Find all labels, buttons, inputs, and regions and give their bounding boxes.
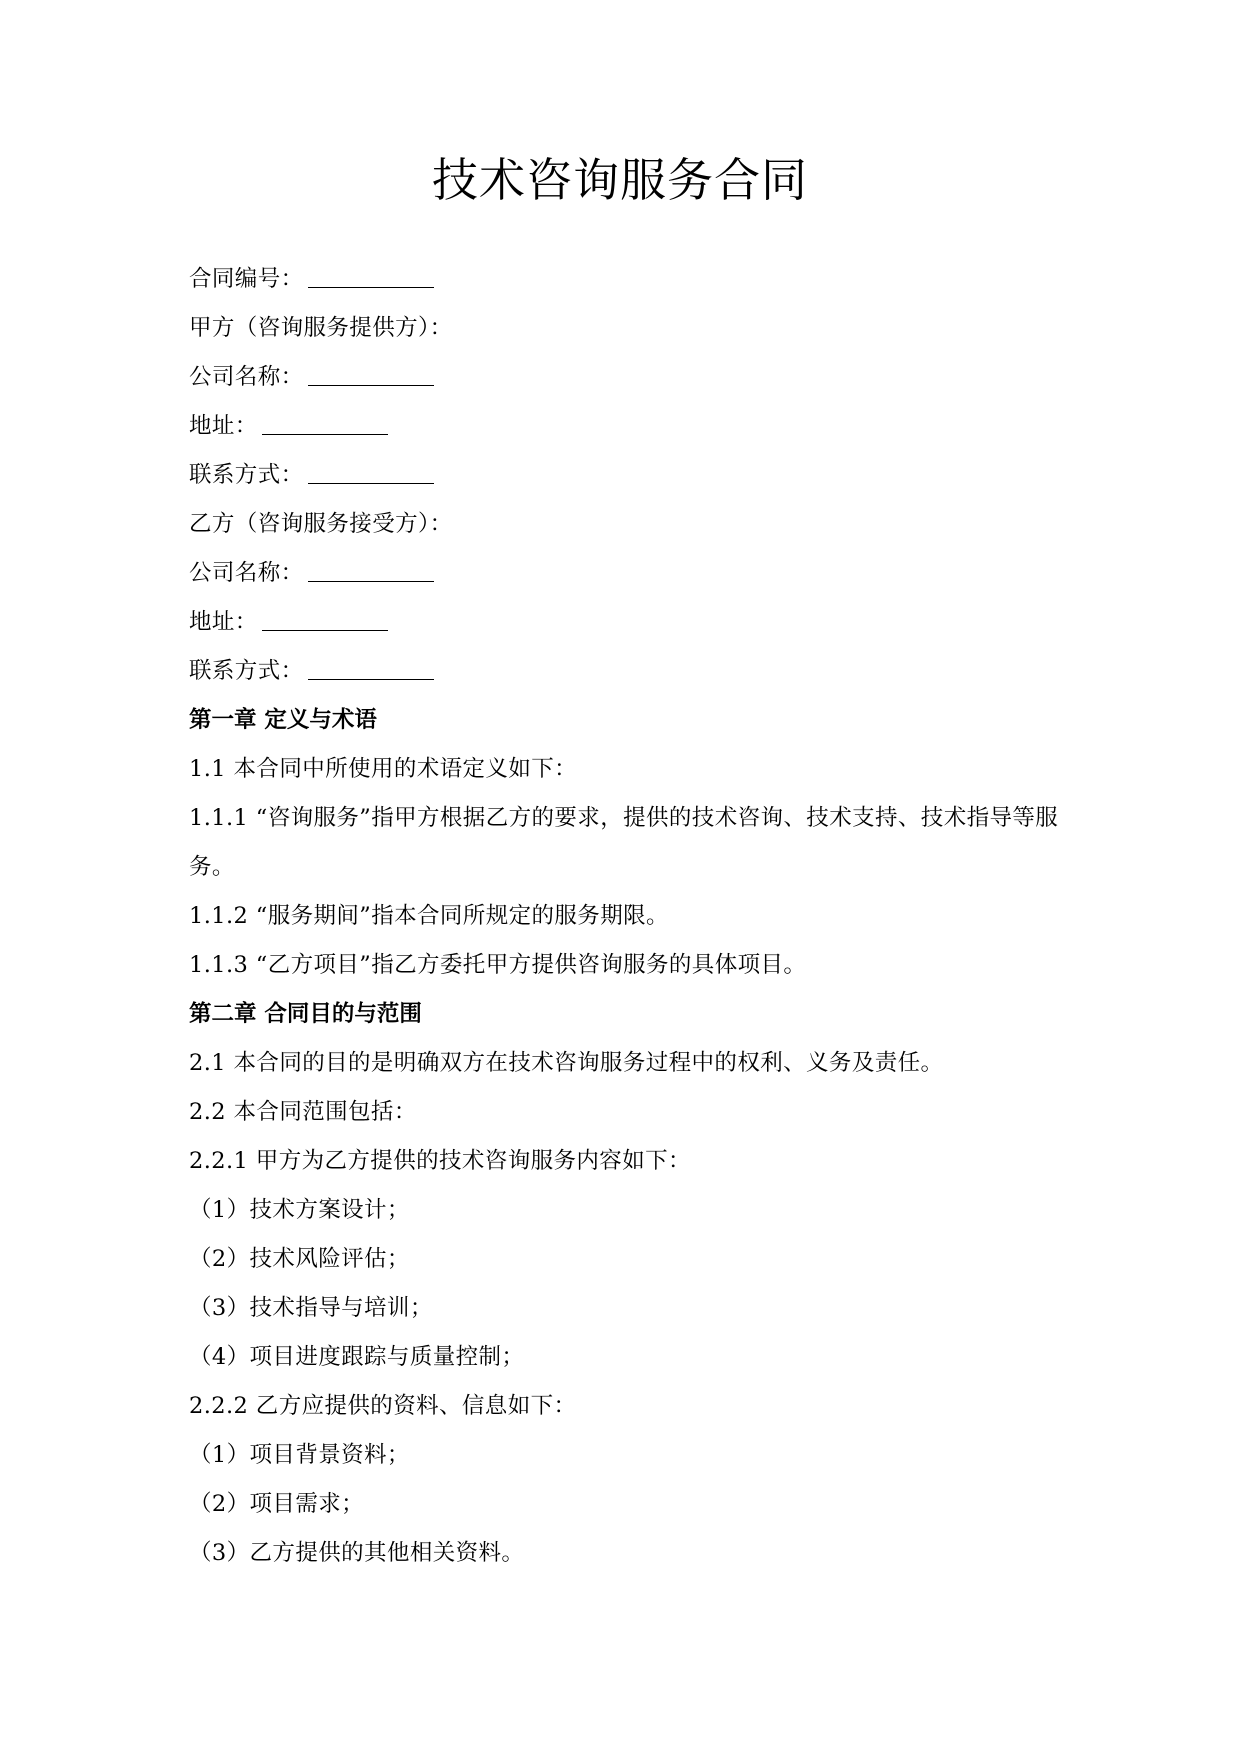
party-a-company-field	[189, 353, 1069, 402]
party-b-company-field	[189, 549, 1069, 598]
clause-1-1-1: 1.1.1 “咨询服务”指甲方根据乙方的要求，提供的技术咨询、技术支持、技术指导等服务。	[189, 805, 1059, 880]
clause-2-2-2: 2.2.2 乙方应提供的资料、信息如下：	[189, 1393, 577, 1419]
party-b-heading	[189, 500, 1069, 549]
blank-line	[308, 461, 434, 484]
service-item: （2）技术风险评估；	[189, 1246, 410, 1272]
field-label: 地址：	[189, 413, 258, 439]
clause-1-1-3: 1.1.3 “乙方项目”指乙方委托甲方提供咨询服务的具体项目。	[189, 952, 807, 978]
blank-line	[262, 608, 388, 631]
field-label: 联系方式：	[189, 658, 304, 684]
party-a-contact-field	[189, 451, 1069, 500]
blank-line	[308, 559, 434, 582]
chapter-2-heading: 第二章 合同目的与范围	[189, 1001, 422, 1027]
clause-1-1: 1.1 本合同中所使用的术语定义如下：	[189, 756, 578, 782]
chapter-1-heading: 第一章 定义与术语	[189, 707, 377, 733]
party-a-heading	[189, 304, 1069, 353]
party-a-address-field	[189, 402, 1069, 451]
field-label: 乙方（咨询服务接受方）：	[189, 511, 453, 537]
clause-2-2-1: 2.2.1 甲方为乙方提供的技术咨询服务内容如下：	[189, 1148, 691, 1174]
blank-line	[262, 412, 388, 435]
blank-line	[308, 657, 434, 680]
service-item: （3）技术指导与培训；	[189, 1295, 433, 1321]
field-label: 地址：	[189, 609, 258, 635]
party-b-address-field	[189, 598, 1069, 647]
clause-2-2: 2.2 本合同范围包括：	[189, 1099, 417, 1125]
party-b-contact-field	[189, 647, 1069, 696]
clause-1-1-2: 1.1.2 “服务期间”指本合同所规定的服务期限。	[189, 903, 669, 929]
material-item: （1）项目背景资料；	[189, 1442, 410, 1468]
document-title: 技术咨询服务合同	[432, 153, 808, 207]
blank-line	[308, 265, 434, 288]
material-item: （2）项目需求；	[189, 1491, 365, 1517]
field-label: 公司名称：	[189, 560, 304, 586]
clause-2-1: 2.1 本合同的目的是明确双方在技术咨询服务过程中的权利、义务及责任。	[189, 1050, 944, 1076]
contract-number-field	[189, 255, 1069, 304]
blank-line	[308, 363, 434, 386]
document-body	[189, 255, 1069, 1578]
field-label: 联系方式：	[189, 462, 304, 488]
field-label: 合同编号：	[189, 266, 304, 292]
field-label: 公司名称：	[189, 364, 304, 390]
service-item: （4）项目进度跟踪与质量控制；	[189, 1344, 525, 1370]
service-item: （1）技术方案设计；	[189, 1197, 410, 1223]
material-item: （3）乙方提供的其他相关资料。	[189, 1540, 525, 1566]
field-label: 甲方（咨询服务提供方）：	[189, 315, 453, 341]
